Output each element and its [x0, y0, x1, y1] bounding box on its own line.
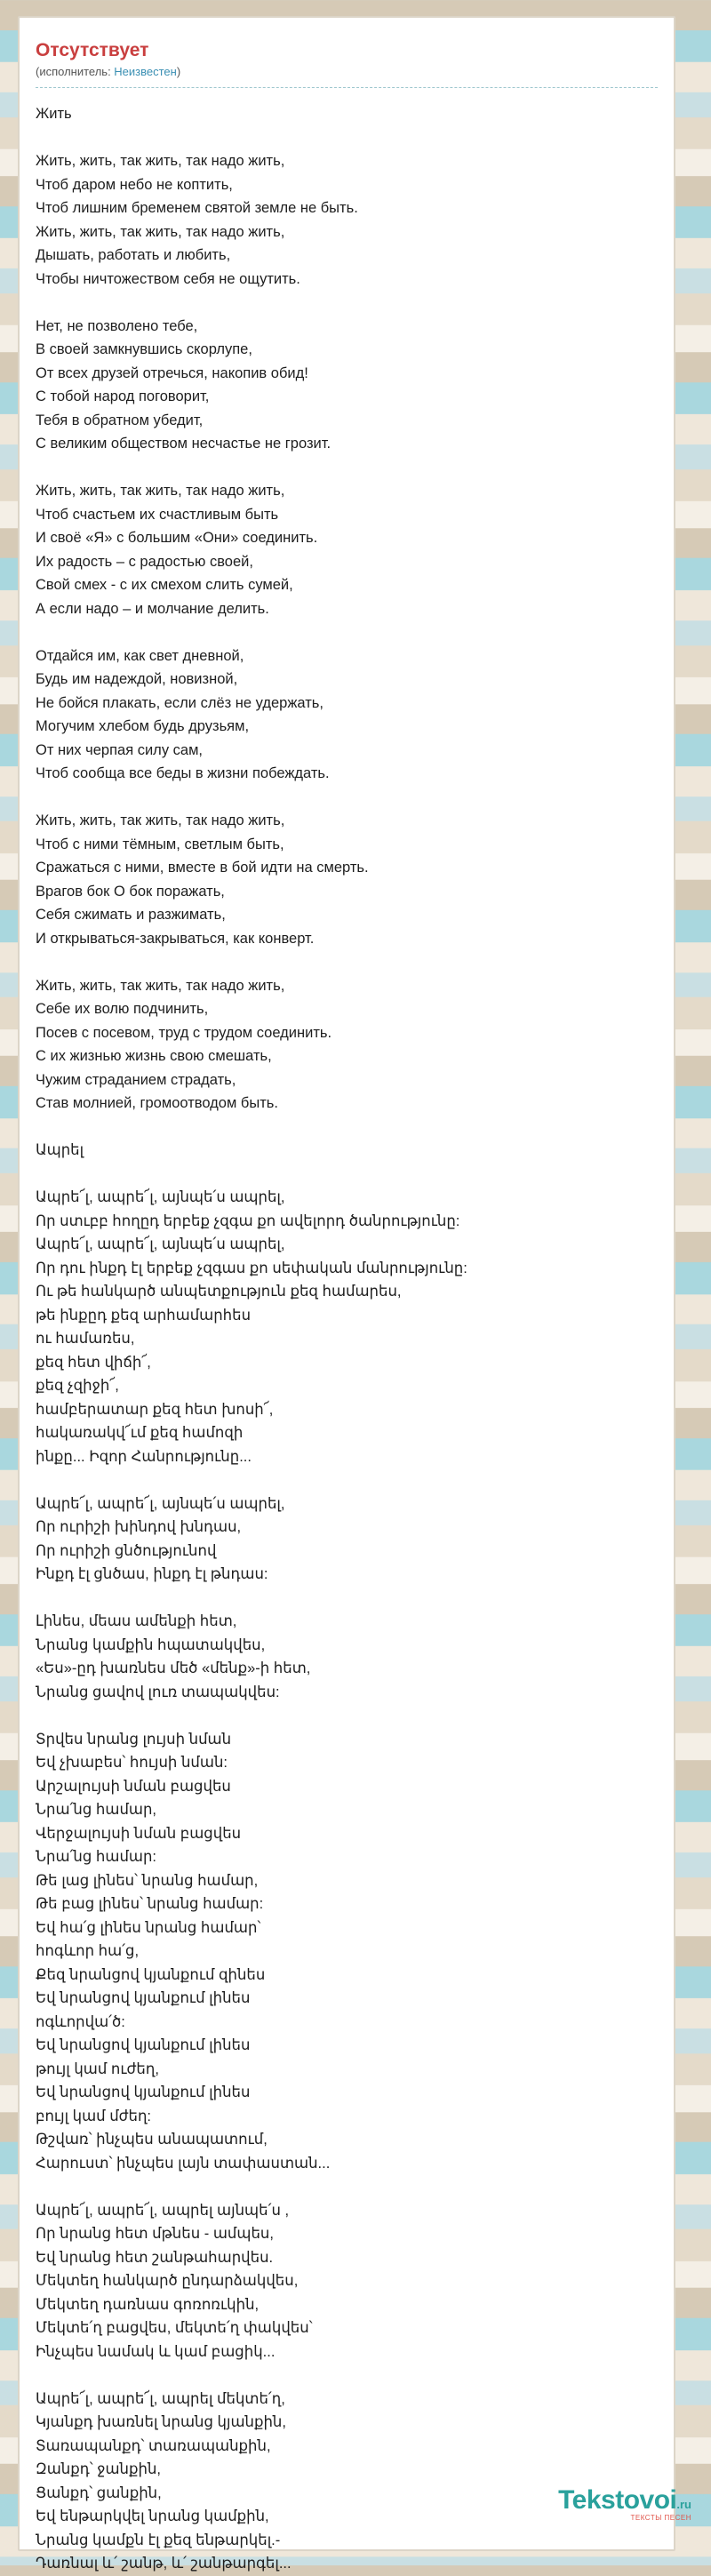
lyric-line: Жить, жить, так жить, так надо жить,	[36, 483, 285, 499]
performer-suffix: )	[176, 65, 181, 78]
lyric-line: Որ ուրիշի խինդով խնդաս,	[36, 1519, 242, 1535]
lyrics-verse	[36, 1186, 658, 1468]
lyric-line: Нет, не позволено тебе,	[36, 317, 198, 334]
performer-line	[36, 64, 658, 88]
song-title: Отсутствует	[36, 40, 149, 60]
lyrics-verse	[36, 1728, 658, 2176]
lyric-line: Ապրե՜լ, ապրե՜լ, ապրել մեկտե՛ղ,	[36, 2390, 285, 2407]
lyrics-verse	[36, 644, 658, 786]
lyric-line: Նրանց կամքն էլ քեզ ենթարկել.-	[36, 2532, 281, 2548]
lyric-line: Եվ նրանց հետ շանթահարվես.	[36, 2249, 274, 2266]
lyric-line: Թշվառ՝ ինչպես անապատում,	[36, 2132, 268, 2148]
lyrics-verse	[36, 149, 658, 291]
lyric-line: Отдайся им, как свет дневной,	[36, 647, 244, 664]
lyric-line: Տրվես նրանց լույսի նման	[36, 1731, 232, 1748]
lyric-line: Տառապանքդ՝ տառապանքին,	[36, 2437, 271, 2454]
logo-wordmark: Tekstovoi	[558, 2485, 677, 2515]
lyrics-verse	[36, 809, 658, 950]
lyric-line: Тебя в обратном убедит,	[36, 412, 204, 428]
lyric-line: Եվ նրանցով կյանքում լինես	[36, 1990, 251, 2006]
lyric-line: Посев с посевом, труд с трудом соединить.	[36, 1024, 332, 1041]
lyric-line: Себе их волю подчинить,	[36, 1001, 209, 1017]
lyric-line: Ապրե՜լ, ապրե՜լ, այնպե՛ս ապրել,	[36, 1189, 285, 1205]
lyrics-verse	[36, 315, 658, 456]
lyrics-verse	[36, 1492, 658, 1587]
lyric-line: Հարուստ՝ ինչպես լայն տափաստան...	[36, 2155, 331, 2172]
lyric-line: Վերջալույսի նման բացվես	[36, 1825, 242, 1842]
lyric-line: Կյանքդ խառնել նրանց կյանքին,	[36, 2414, 286, 2430]
lyric-line: Որ ստւբբ հողըդ երբեք չզգա քո ավելորդ ծանրությունը:	[36, 1212, 460, 1229]
lyric-line: Ցանքդ՝ ցանքին,	[36, 2484, 162, 2501]
lyric-line: Որ ուրիշի ցնծությունով	[36, 1542, 217, 1559]
lyric-line: ինքը... Իզոր Հանրությունը...	[36, 1448, 252, 1465]
lyric-line: С их жизнью жизнь свою смешать,	[36, 1048, 272, 1064]
lyric-line: Врагов бок О бок поражать,	[36, 883, 225, 900]
lyric-line: Նրա՛նց համար,	[36, 1802, 157, 1818]
lyric-line: Եվ նրանցով կյանքում լինես	[36, 2084, 251, 2100]
performer-prefix: (исполнитель:	[36, 65, 115, 78]
lyric-line: Дышать, работать и любить,	[36, 247, 231, 263]
lyric-line: Чтоб лишним бременем святой земле не быть.	[36, 200, 358, 216]
lyrics-verse	[36, 479, 658, 620]
lyric-line: Եվ ենթարկվել նրանց կամքին,	[36, 2508, 269, 2524]
lyric-line: «Ես»-ըդ խառնես մեծ «մենք»-ի հետ,	[36, 1660, 311, 1676]
lyrics-verse	[36, 102, 658, 126]
lyric-line: Став молнией, громоотводом быть.	[36, 1095, 278, 1111]
lyric-line: И открываться-закрываться, как конверт.	[36, 930, 315, 947]
lyrics-verse	[36, 974, 658, 1116]
lyric-line: Եվ հա՛ց լինես նրանց համար՝	[36, 1919, 261, 1936]
lyric-line: հոգևոր հա՛ց,	[36, 1943, 140, 1959]
lyric-line: А если надо – и молчание делить.	[36, 600, 269, 617]
logo-domain: .ru	[676, 2498, 691, 2511]
lyric-line: Նրանց կամքին հպատակվես,	[36, 1636, 266, 1653]
lyric-line: ոգևորվա՛ծ:	[36, 2013, 125, 2030]
lyric-line: Թե լաց լինես՝ նրանց համար,	[36, 1872, 259, 1889]
lyric-line: քեզ հետ վիճի՜,	[36, 1354, 151, 1371]
lyric-line: Ապրել	[36, 1142, 84, 1158]
lyric-line: թե ինքըդ քեզ արհամարհես	[36, 1307, 252, 1324]
lyric-line: Ինչպես նամակ և կամ բացիկ...	[36, 2343, 276, 2360]
lyrics-verse	[36, 2199, 658, 2364]
lyric-line: И своё «Я» с большим «Они» соединить.	[36, 530, 318, 546]
lyric-line: քեզ չզիջի՜,	[36, 1378, 119, 1394]
lyrics-verse	[36, 1610, 658, 1704]
lyric-line: ու համառես,	[36, 1331, 135, 1347]
lyric-line: Նրանց ցավով լուռ տապակվես:	[36, 1684, 280, 1700]
lyric-line: Жить, жить, так жить, так надо жить,	[36, 223, 285, 240]
lyric-line: Не бойся плакать, если слёз не удержать,	[36, 694, 324, 711]
lyrics-verse	[36, 2388, 658, 2576]
lyric-line: Արշալույսի նման բացվես	[36, 1778, 231, 1795]
lyric-line: Եվ չխաբես՝ հույսի նման:	[36, 1755, 228, 1771]
lyric-line: Чтоб счастьем их счастливым быть	[36, 506, 279, 523]
lyric-line: Чужим страданием страдать,	[36, 1071, 236, 1088]
lyric-line: Жить	[36, 106, 72, 122]
lyric-line: Жить, жить, так жить, так надо жить,	[36, 153, 285, 169]
lyric-line: Ապրե՜լ, ապրե՜լ, այնպե՛ս ապրել,	[36, 1495, 285, 1512]
lyric-line: Себя сжимать и разжимать,	[36, 907, 226, 923]
lyric-line: Чтоб сообща все беды в жизни побеждать.	[36, 765, 330, 781]
lyric-line: Чтобы ничтожеством себя не ощутить.	[36, 270, 300, 287]
lyric-line: Որ նրանց հետ մթնես - ամպես,	[36, 2226, 274, 2242]
lyric-line: Сражаться с ними, вместе в бой идти на смерть.	[36, 860, 369, 876]
lyric-line: համբերատար քեզ հետ խոսի՜,	[36, 1401, 274, 1418]
lyric-line: Լինես, մեաս ամենքի հետ,	[36, 1613, 237, 1629]
lyric-line: От них черпая силу сам,	[36, 741, 204, 758]
lyric-line: От всех друзей отречься, накопив обид!	[36, 364, 308, 381]
site-logo[interactable]	[558, 2487, 691, 2522]
lyric-line: բույլ կամ մժեղ:	[36, 2108, 152, 2124]
lyric-line: Զանքդ՝ ջանքին,	[36, 2461, 161, 2477]
lyric-line: Քեզ նրանցով կյանքում զինես	[36, 1966, 266, 1983]
lyric-line: Ապրե՜լ, ապրե՜լ, այնպե՛ս ապրել,	[36, 1236, 285, 1252]
lyric-line: Ապրե՜լ, ապրե՜լ, ապրել այնպե՛ս ,	[36, 2202, 290, 2219]
lyric-line: Будь им надеждой, новизной,	[36, 671, 238, 687]
lyric-line: Նրա՛նց համար:	[36, 1849, 157, 1865]
logo-tagline: ТЕКСТЫ ПЕСЕН	[630, 2514, 691, 2522]
lyric-line: Свой смех - с их смехом слить сумей,	[36, 577, 293, 593]
performer-link[interactable]: Неизвестен	[114, 65, 177, 78]
lyric-line: В своей замкнувшись скорлупе,	[36, 341, 252, 357]
lyric-line: Их радость – с радостью своей,	[36, 553, 253, 570]
lyrics-verse	[36, 1139, 658, 1163]
lyric-line: Մեկտե՛ղ բացվես, մեկտե՛ղ փակվես՝	[36, 2320, 313, 2336]
lyric-line: С тобой народ поговорит,	[36, 388, 210, 404]
content-card	[18, 16, 675, 2572]
lyric-line: Чтоб с ними тёмным, светлым быть,	[36, 836, 284, 852]
lyric-line: Եվ նրանցով կյանքում լինես	[36, 2037, 251, 2053]
lyric-line: Որ դու ինքդ էլ երբեք չզգաս քո սեփական մանրությունը:	[36, 1260, 467, 1276]
lyric-line: թույլ կամ ուժեղ,	[36, 2060, 159, 2077]
lyric-line: Ու թե հանկարծ անպետքություն քեզ համարես,	[36, 1284, 402, 1300]
lyric-line: Чтоб даром небо не коптить,	[36, 176, 233, 193]
lyric-line: Թե բաց լինես՝ նրանց համար:	[36, 1896, 264, 1912]
lyrics-body	[36, 102, 658, 2576]
lyric-line: Դառնալ և՛ շանթ, և՛ շանթարգել...	[36, 2556, 292, 2572]
lyric-line: Ինքդ էլ ցնծաս, ինքդ էլ թնդաս:	[36, 1566, 268, 1582]
lyric-line: Могучим хлебом будь друзьям,	[36, 718, 250, 734]
lyric-line: С великим обществом несчастье не грозит.	[36, 436, 332, 452]
lyric-line: Մեկտեղ դառնաս գոռոռւկին,	[36, 2296, 260, 2313]
lyric-line: Жить, жить, так жить, так надо жить,	[36, 812, 285, 828]
lyric-line: հակառակվ՜ւմ քեզ համոզի	[36, 1425, 244, 1441]
lyric-line: Жить, жить, так жить, так надо жить,	[36, 977, 285, 994]
lyric-line: Մեկտեղ հանկարծ ընդարձակվես,	[36, 2273, 299, 2289]
